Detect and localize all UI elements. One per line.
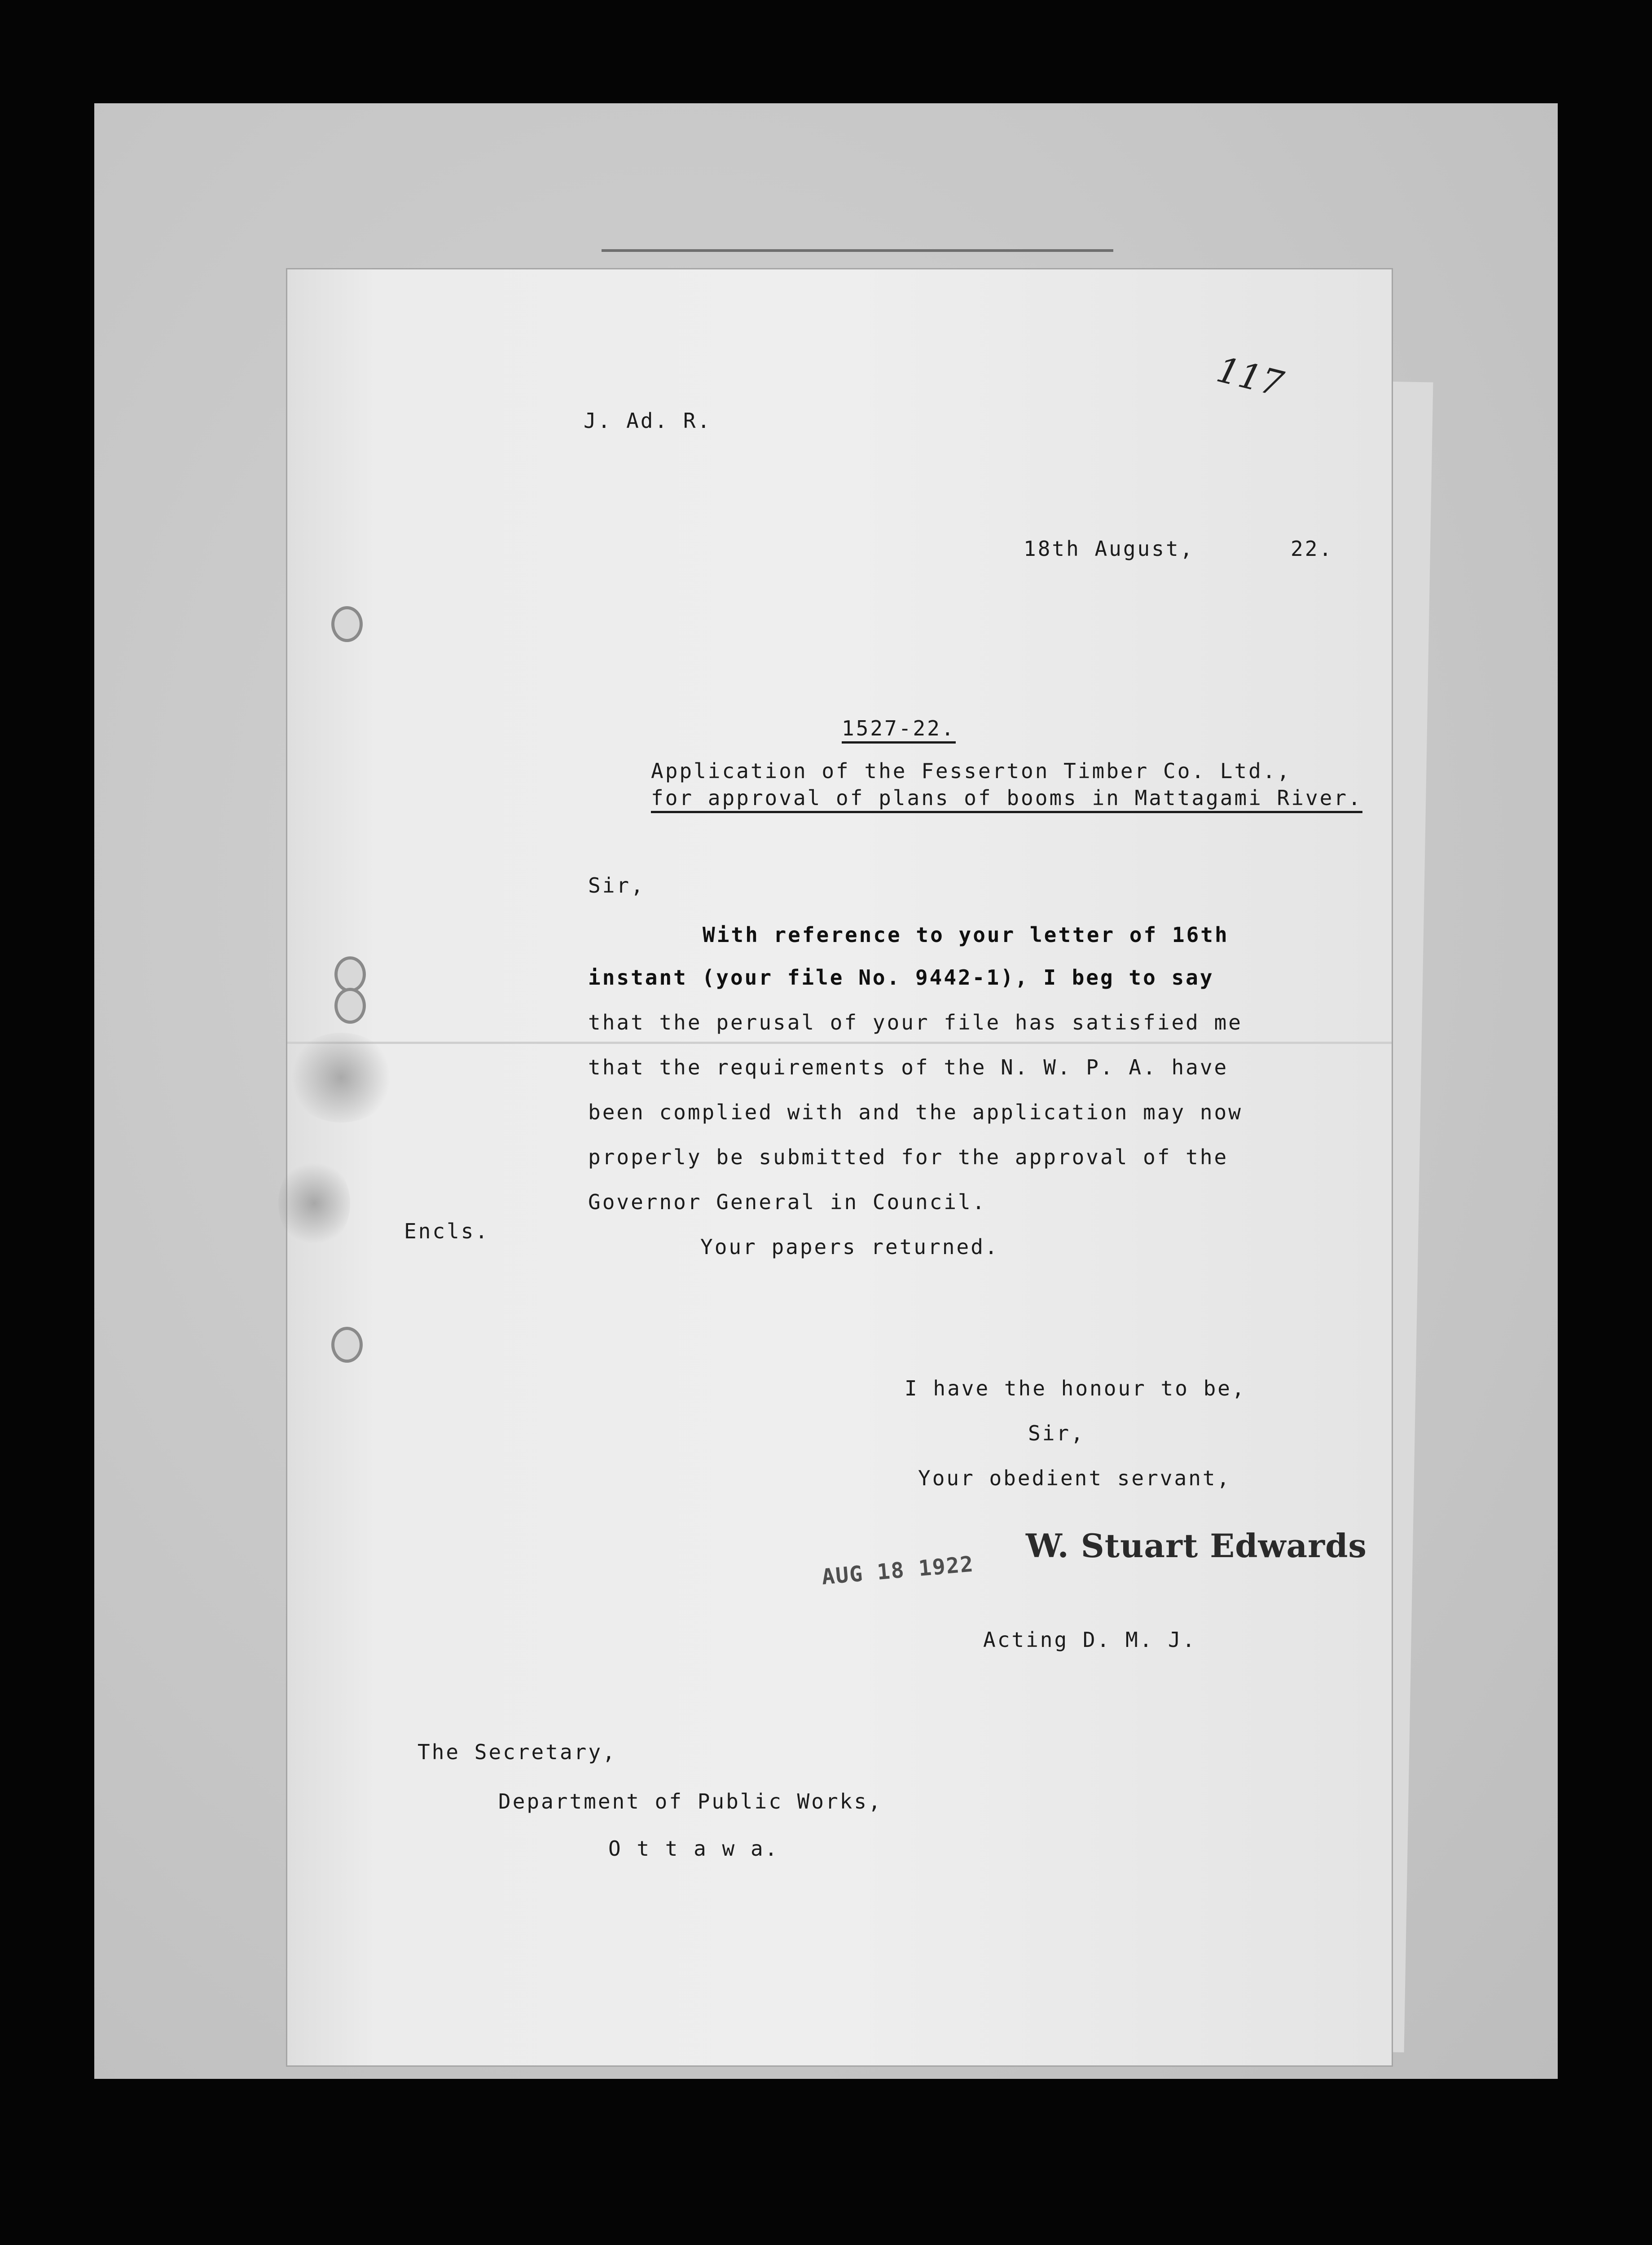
body-line: instant (your file No. 9442-1), I beg to say: [588, 965, 1214, 990]
body-line: that the requirements of the N. W. P. A. have: [588, 1055, 1229, 1079]
closing-line: Your obedient servant,: [918, 1466, 1231, 1490]
addressee-line: O t t a w a.: [608, 1836, 779, 1861]
enclosure-note: Encls.: [404, 1219, 490, 1243]
received-date-stamp: AUG 18 1922: [821, 1551, 975, 1590]
body-line: Governor General in Council.: [588, 1190, 987, 1214]
file-number: 1527-22.: [842, 716, 956, 744]
page-fold-line: [287, 1042, 1392, 1044]
body-line: properly be submitted for the approval of the: [588, 1145, 1229, 1169]
punch-hole-icon: [331, 1327, 363, 1363]
subject-line-1: Application of the Fesserton Timber Co. Ltd.,: [651, 759, 1292, 783]
body-line: been complied with and the application may now: [588, 1100, 1243, 1124]
stain-mark: [287, 1033, 395, 1122]
signature-stamp: W. Stuart Edwards: [1026, 1527, 1367, 1565]
reference-initials: J. Ad. R.: [584, 409, 712, 433]
signer-title: Acting D. M. J.: [983, 1628, 1197, 1652]
folio-number: 117: [1213, 349, 1287, 405]
closing-line: Sir,: [1028, 1421, 1085, 1445]
addressee-line: The Secretary,: [417, 1740, 617, 1764]
letter-year: 22.: [1291, 537, 1334, 561]
salutation: Sir,: [588, 873, 645, 898]
subject-line-2: for approval of plans of booms in Mattagami River.: [651, 786, 1362, 813]
stain-mark: [278, 1158, 350, 1248]
body-line: that the perusal of your file has satisfied me: [588, 1010, 1243, 1034]
punch-hole-icon: [331, 606, 363, 642]
papers-returned: Your papers returned.: [700, 1235, 999, 1259]
body-line: With reference to your letter of 16th: [703, 923, 1229, 947]
closing-line: I have the honour to be,: [905, 1376, 1246, 1400]
punch-hole-icon: [334, 956, 366, 992]
punch-hole-icon: [334, 988, 366, 1024]
letter-date: 18th August,: [1024, 537, 1195, 561]
page-top-edge-shadow: [602, 249, 1113, 252]
addressee-line: Department of Public Works,: [498, 1789, 883, 1814]
